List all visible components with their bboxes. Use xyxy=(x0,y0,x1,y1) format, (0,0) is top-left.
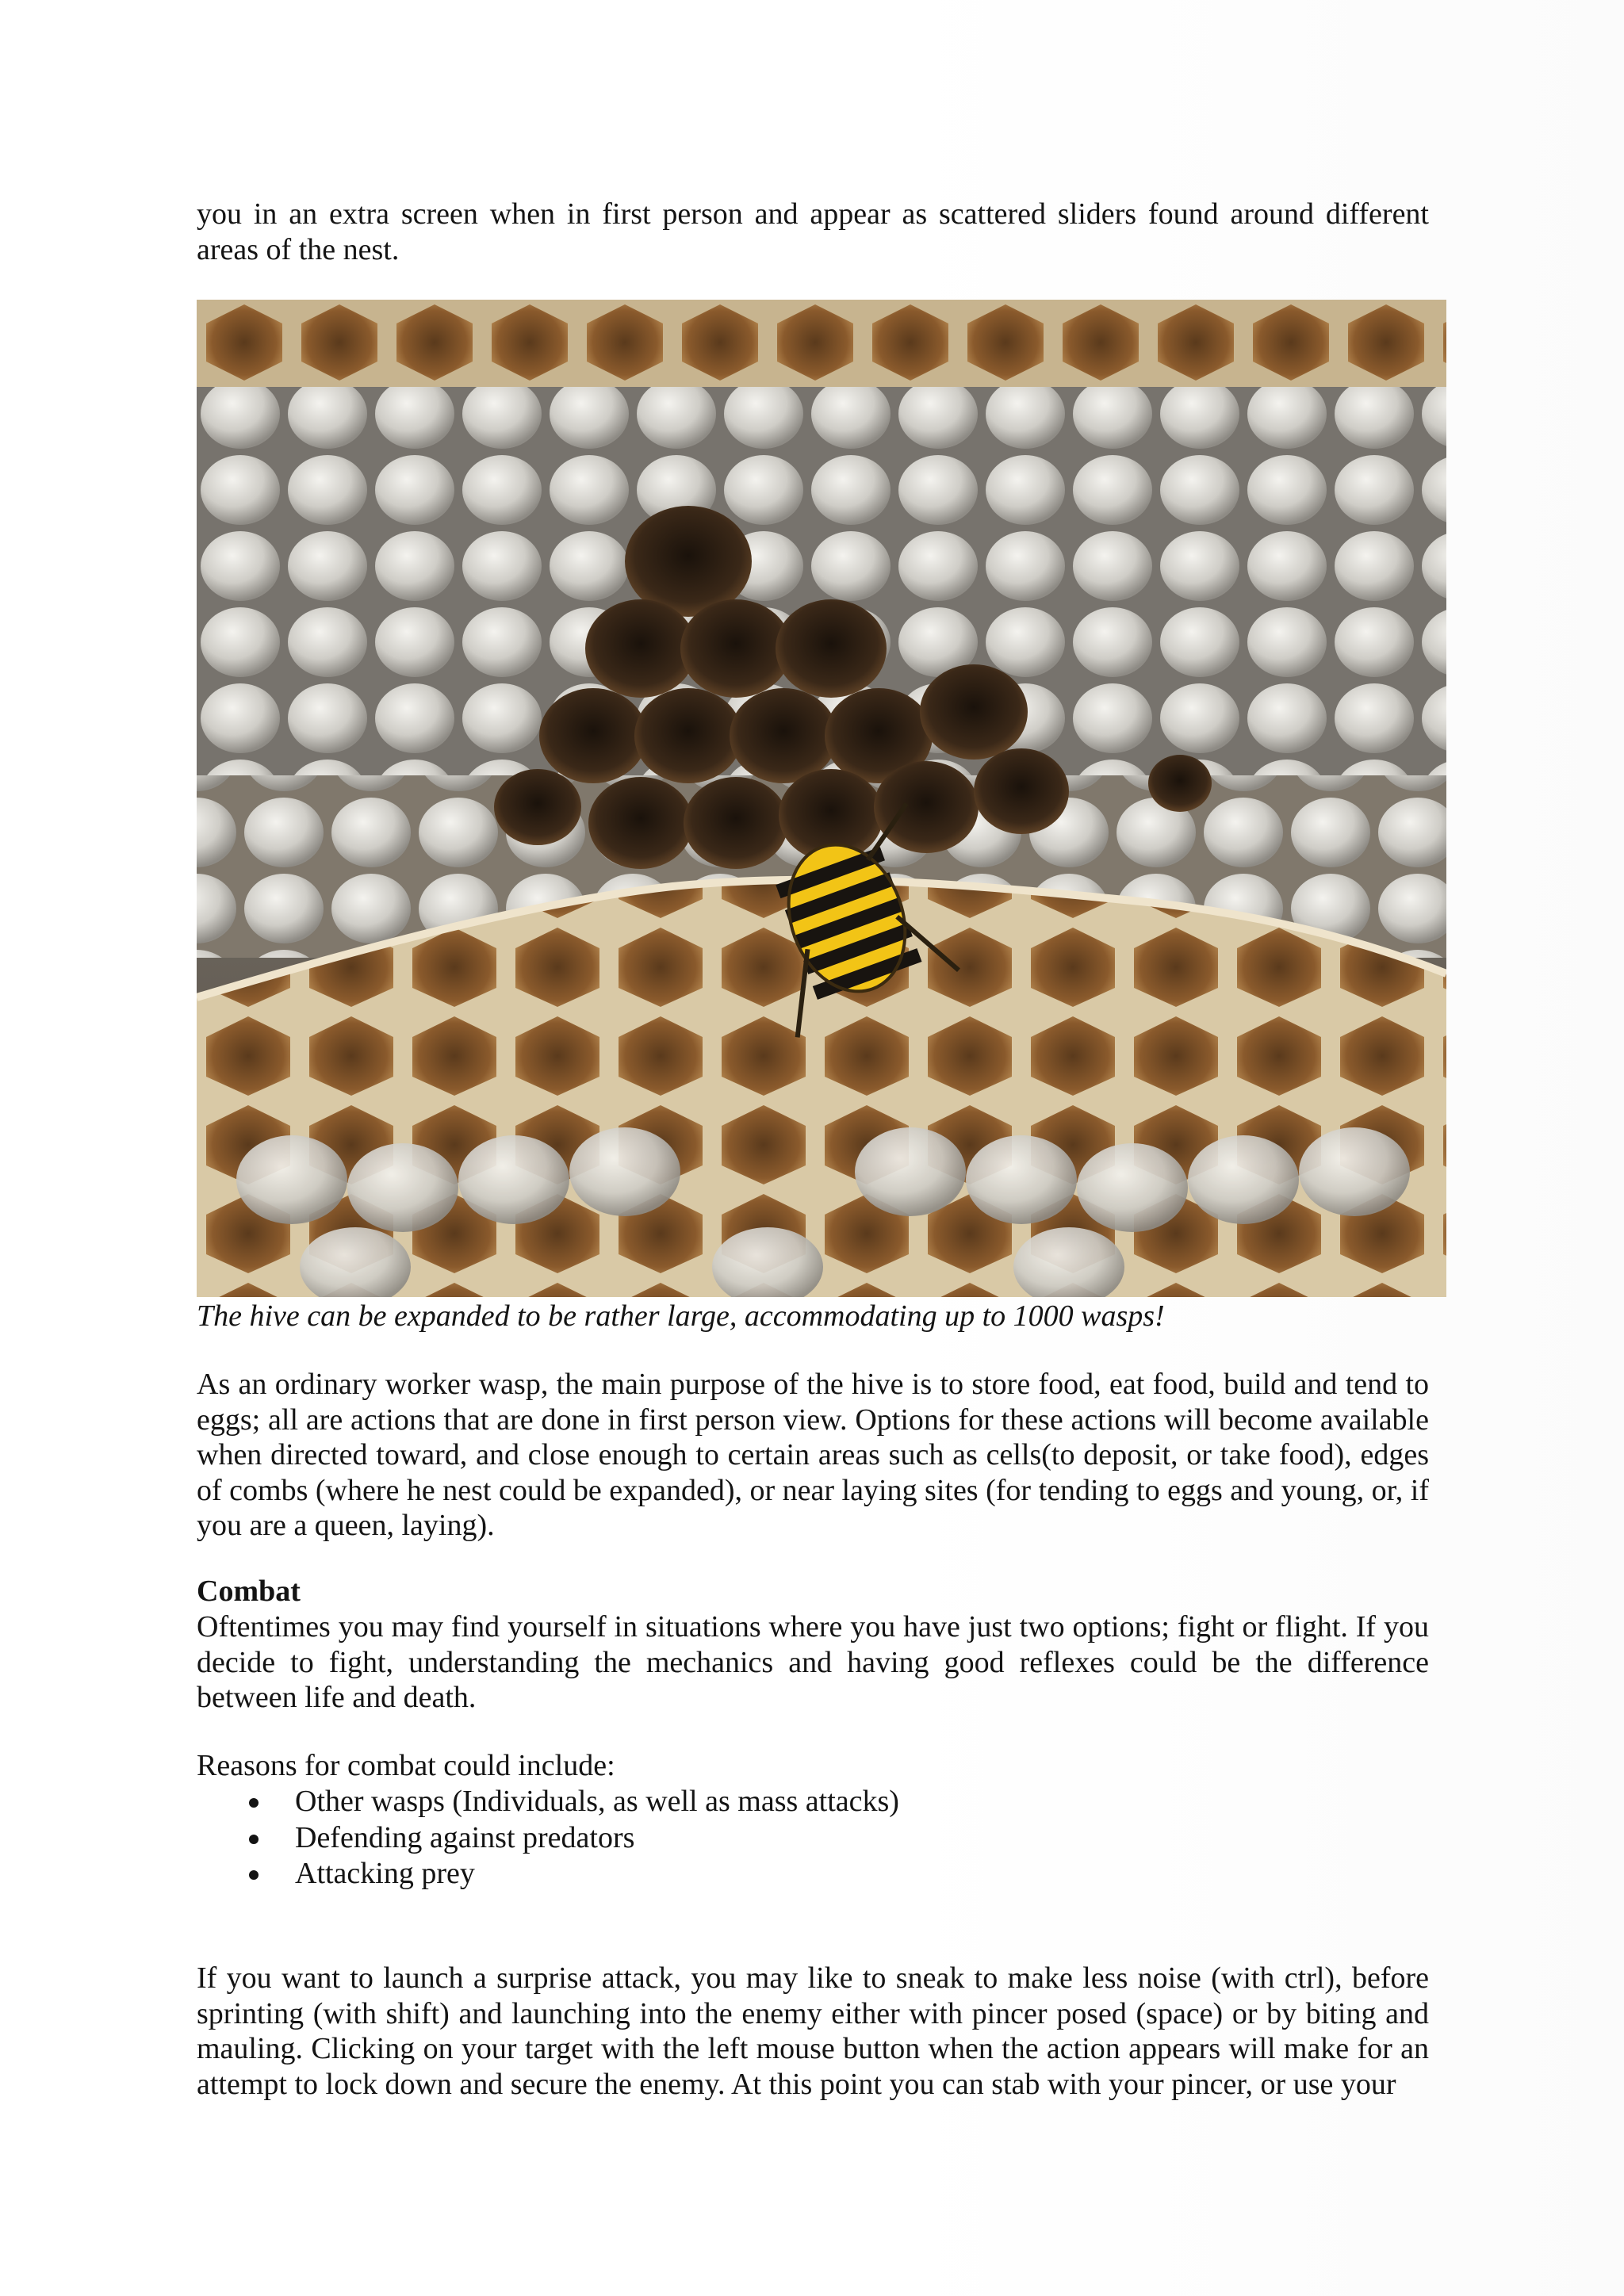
hive-photo xyxy=(197,300,1446,1297)
surprise-attack-paragraph: If you want to launch a surprise attack, you may like to sneak to make less noise (with ctrl), before sprinting (with shift) and launching into the enemy either with pincer posed (space) or by biting and mauling. Clicking on your target with the left mouse button when the action appears will make for an attempt to lock down and secure the enemy. At this point you can stab with your pincer, or use your xyxy=(197,1961,1429,2101)
honeycomb-illustration xyxy=(197,300,1446,1297)
combat-heading: Combat xyxy=(197,1575,301,1608)
figure-caption: The hive can be expanded to be rather large, accommodating up to 1000 wasps! xyxy=(197,1299,1165,1333)
combat-reasons-list xyxy=(197,1784,1429,1892)
combat-intro-paragraph: Oftentimes you may find yourself in situations where you have just two options; fight or flight. If you decide to fight, understanding the mechanics and having good reflexes could be the difference between life and death. xyxy=(197,1610,1429,1714)
list-item xyxy=(197,1856,1429,1892)
list-item-text: Defending against predators xyxy=(295,1820,635,1854)
reasons-intro: Reasons for combat could include: xyxy=(197,1749,615,1782)
bullet-icon xyxy=(249,1798,259,1808)
list-item-text: Attacking prey xyxy=(295,1857,475,1890)
worker-paragraph: As an ordinary worker wasp, the main purpose of the hive is to store food, eat food, build and tend to eggs; all are actions that are done in first person view. Options for these actions will become available when directed toward, and close enough to certain areas such as cells(to deposit, or take food), edges of combs (where he nest could be expanded), or near laying sites (for tending to eggs and young, or, if you are a queen, laying). xyxy=(197,1368,1429,1542)
intro-paragraph: you in an extra screen when in first person and appear as scattered sliders found around different areas of the nest. xyxy=(197,197,1429,266)
bullet-icon xyxy=(249,1835,259,1844)
list-item-text: Other wasps (Individuals, as well as mass attacks) xyxy=(295,1785,899,1818)
bullet-icon xyxy=(249,1870,259,1880)
list-item xyxy=(197,1784,1429,1820)
list-item xyxy=(197,1820,1429,1857)
